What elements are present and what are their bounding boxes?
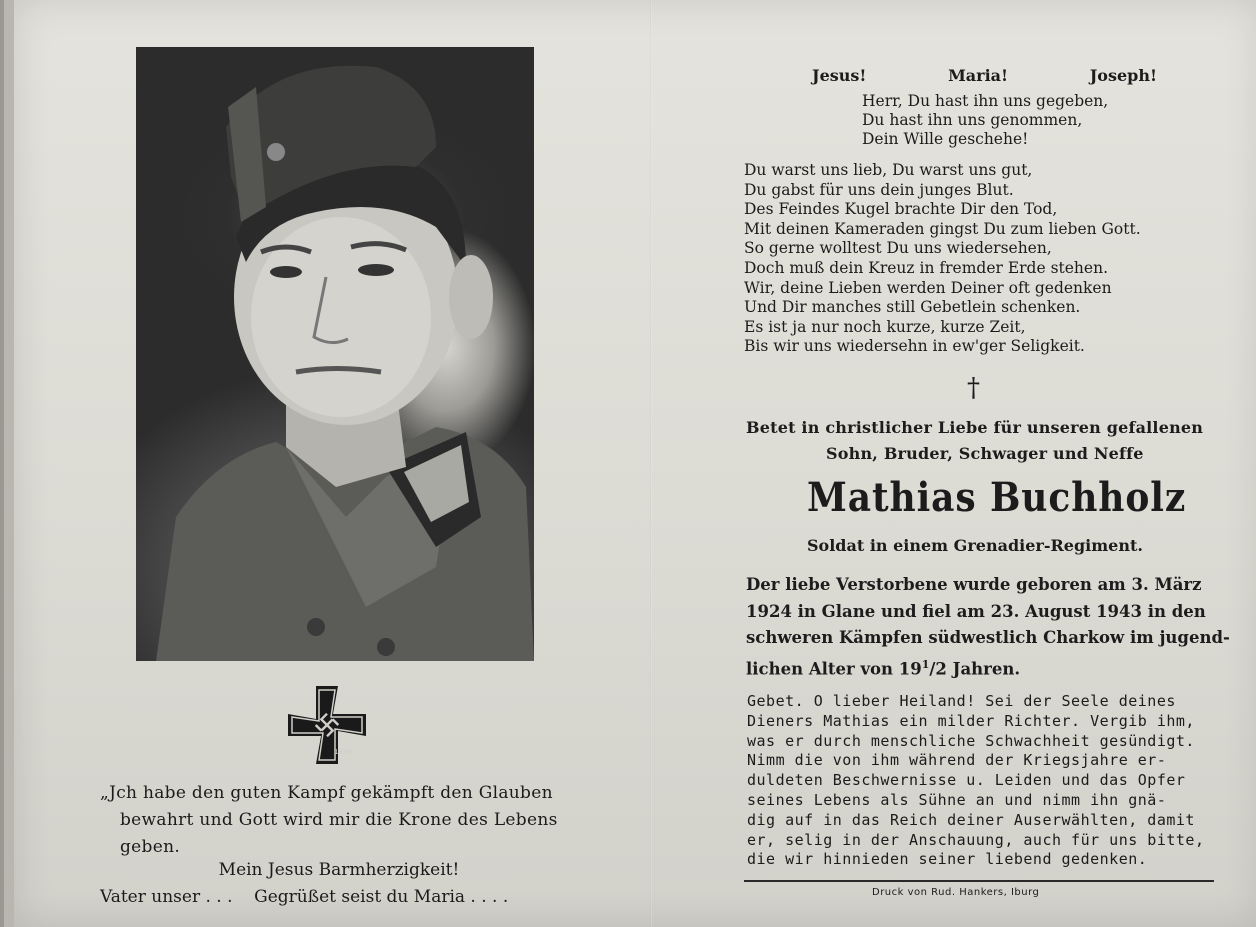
- poem1-line: Du hast ihn uns genommen,: [862, 111, 1083, 129]
- poem2-line: Du warst uns lieb, Du warst uns gut,: [744, 161, 1033, 179]
- portrait-drawing: [136, 47, 534, 661]
- prayer-request-line-1: Betet in christlicher Liebe für unseren gefallenen: [746, 418, 1204, 437]
- gebet-line: Nimm die von ihm während der Kriegsjahre er-: [747, 751, 1167, 770]
- card-fold: [650, 0, 652, 927]
- bio-line-last: [746, 652, 1216, 683]
- iron-cross-icon: [286, 684, 368, 766]
- quote-line-1: „Jch habe den guten Kampf gekämpft den Glauben: [100, 783, 553, 803]
- bio-line: lichen Alter von 19: [746, 659, 922, 678]
- gebet-line: was er durch menschliche Schwachheit gesündigt.: [747, 731, 1195, 750]
- quote-line-3: geben.: [120, 837, 181, 857]
- gebet-line: duldeten Beschwernisse u. Leiden und das Opfer: [747, 771, 1186, 790]
- jesus-mercy-line: Mein Jesus Barmherzigkeit!: [218, 860, 460, 880]
- gebet-line: er, selig in der Anschauung, auch für uns bitte,: [747, 830, 1205, 849]
- poem1-line: Dein Wille geschehe!: [862, 130, 1029, 148]
- poem-verse-1: [862, 92, 1108, 149]
- header-jesus: Jesus!: [812, 66, 867, 85]
- poem-verse-2: [744, 161, 1141, 357]
- deceased-name: Mathias Buchholz: [807, 474, 1187, 521]
- header-joseph: Joseph!: [1089, 66, 1157, 85]
- prayer-request-line-2: Sohn, Bruder, Schwager und Neffe: [826, 444, 1144, 463]
- poem1-line: Herr, Du hast ihn uns gegeben,: [862, 92, 1109, 110]
- medal-year: 1939: [334, 748, 352, 756]
- gebet-line: Gebet. O lieber Heiland! Sei der Seele deines: [747, 692, 1176, 710]
- bio-line: 1924 in Glane und fiel am 23. August 1943 in den: [746, 601, 1206, 621]
- poem2-line: Doch muß dein Kreuz in fremder Erde stehen.: [744, 258, 1108, 277]
- divider-rule: [744, 880, 1214, 882]
- poem2-line: Und Dir manches still Gebetlein schenken.: [744, 298, 1081, 317]
- biography-paragraph: [746, 572, 1230, 683]
- printer-imprint: Druck von Rud. Hankers, Iburg: [872, 887, 1040, 898]
- gebet-line: die wir hinnieden seiner liebend gedenken.: [747, 850, 1148, 869]
- dagger-cross-icon: †: [967, 373, 980, 403]
- poem2-line: Du gabst für uns dein junges Blut.: [744, 180, 1014, 199]
- bio-fraction-numerator: 1: [921, 657, 930, 671]
- poem2-line: So gerne wolltest Du uns wiedersehen,: [744, 239, 1052, 258]
- gebet-line: dig auf in das Reich deiner Auserwählten, damit: [747, 810, 1195, 829]
- poem2-line: Bis wir uns wiedersehn in ew'ger Seligkeit.: [744, 337, 1085, 356]
- closing-prayer-line: Vater unser . . . Gegrüßet seist du Maria . . . .: [100, 887, 509, 907]
- bio-fraction-rest: /2 Jahren.: [929, 659, 1021, 678]
- poem2-line: Des Feindes Kugel brachte Dir den Tod,: [744, 200, 1058, 219]
- holy-family-header: [812, 66, 1157, 85]
- memorial-card: [4, 0, 1256, 927]
- poem2-line: Mit deinen Kameraden gingst Du zum lieben Gott.: [744, 219, 1141, 238]
- poem2-line: Wir, deine Lieben werden Deiner oft gedenken: [744, 278, 1112, 297]
- poem2-line: Es ist ja nur noch kurze, kurze Zeit,: [744, 317, 1026, 336]
- military-rank: Soldat in einem Grenadier-Regiment.: [807, 536, 1143, 555]
- gebet-line: Dieners Mathias ein milder Richter. Vergib ihm,: [747, 711, 1195, 730]
- soldier-portrait-photo: [136, 47, 534, 661]
- prayer-paragraph: [747, 692, 1217, 870]
- scripture-quote: [100, 780, 580, 861]
- bio-line: Der liebe Verstorbene wurde geboren am 3. März: [746, 575, 1202, 594]
- quote-line-2: bewahrt und Gott wird mir die Krone des Lebens: [120, 810, 558, 830]
- header-maria: Maria!: [948, 66, 1009, 85]
- bio-line: schweren Kämpfen südwestlich Charkow im jugend-: [746, 628, 1230, 647]
- gebet-line: seines Lebens als Sühne an und nimm ihn gnä-: [747, 790, 1167, 809]
